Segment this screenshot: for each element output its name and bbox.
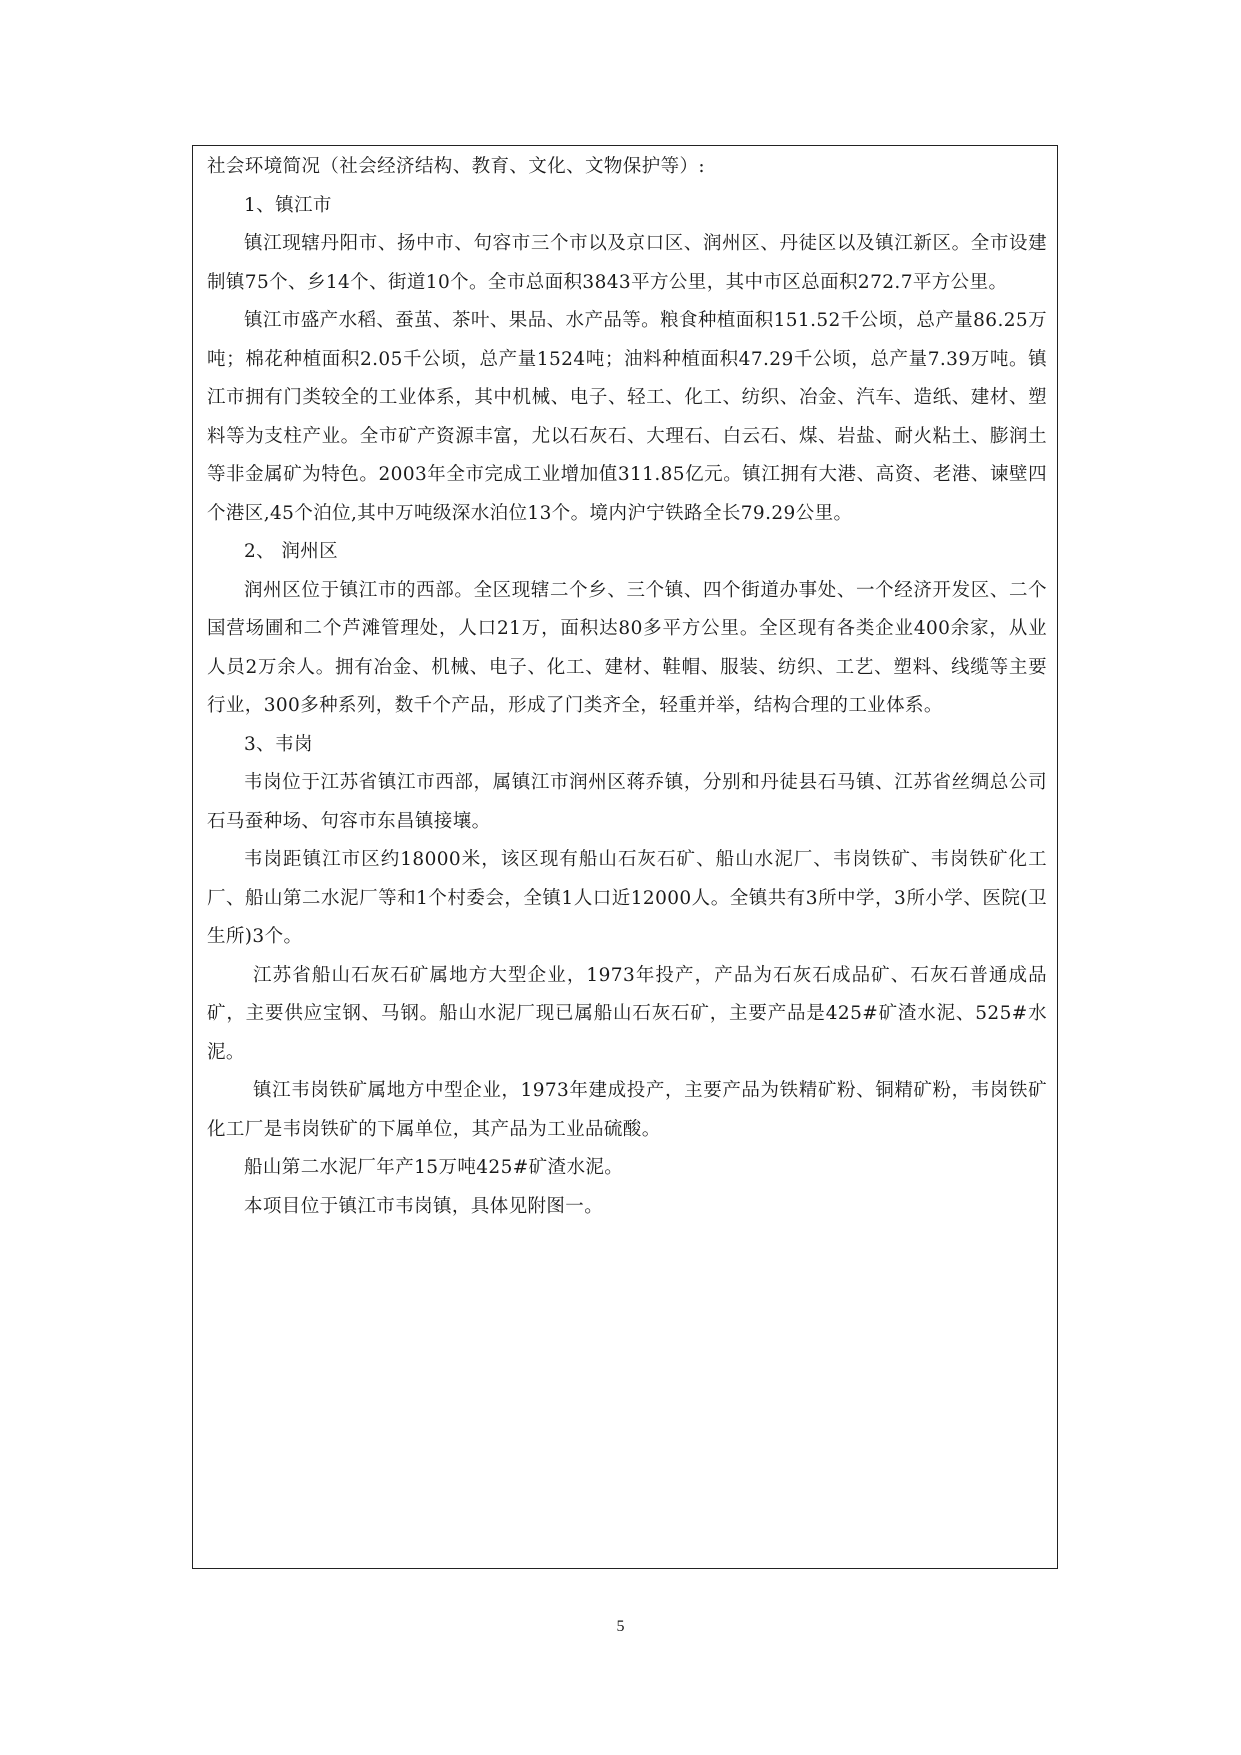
paragraph: 润州区位于镇江市的西部。全区现辖二个乡、三个镇、四个街道办事处、一个经济开发区、二个国营场圃和二个芦滩管理处，人口21万，面积达80多平方公里。全区现有各类企业400余家，从业人员2万余人。拥有冶金、机械、电子、化工、建材、鞋帽、服装、纺织、工艺、塑料、线缆等主要行业，300多种系列，数千个产品，形成了门类齐全，轻重并举，结构合理的工业体系。 <box>207 579 1047 716</box>
heading-weigang: 3、韦岗 <box>244 733 313 755</box>
heading-runzhou: 2、 润州区 <box>244 541 339 562</box>
heading-zhenjiang: 1、镇江市 <box>244 194 332 216</box>
paragraph: 韦岗位于江苏省镇江市西部，属镇江市润州区蒋乔镇，分别和丹徒县石马镇、江苏省丝绸总公司石马蚕种场、句容市东昌镇接壤。 <box>207 772 1047 832</box>
paragraph: 江苏省船山石灰石矿属地方大型企业，1973年投产，产品为石灰石成品矿、石灰石普通成品矿，主要供应宝钢、马钢。船山水泥厂现已属船山石灰石矿，主要产品是425#矿渣水泥、525#水泥。 <box>207 964 1047 1063</box>
content-frame <box>192 145 1058 1569</box>
paragraph: 镇江现辖丹阳市、扬中市、句容市三个市以及京口区、润州区、丹徒区以及镇江新区。全市设建制镇75个、乡14个、街道10个。全市总面积3843平方公里，其中市区总面积272.7平方公里。 <box>207 233 1047 293</box>
page-number: 5 <box>616 1618 625 1635</box>
document-body <box>207 148 1047 1226</box>
section-title: 社会环境简况（社会经济结构、教育、文化、文物保护等）: <box>207 156 706 177</box>
paragraph: 船山第二水泥厂年产15万吨425#矿渣水泥。 <box>244 1157 624 1178</box>
paragraph: 本项目位于镇江市韦岗镇，具体见附图一。 <box>244 1195 604 1217</box>
paragraph: 镇江市盛产水稻、蚕茧、茶叶、果品、水产品等。粮食种植面积151.52千公顷，总产量86.25万吨；棉花种植面积2.05千公顷，总产量1524吨；油料种植面积47.29千公顷，总产量7.39万吨。镇江市拥有门类较全的工业体系，其中机械、电子、轻工、化工、纺织、冶金、汽车、造纸、建材、塑料等为支柱产业。全市矿产资源丰富，尤以石灰石、大理石、白云石、煤、岩盐、耐火粘土、膨润土等非金属矿为特色。2003年全市完成工业增加值311.85亿元。镇江拥有大港、高资、老港、谏壁四个港区,45个泊位,其中万吨级深水泊位13个。境内沪宁铁路全长79.29公里。 <box>207 310 1047 524</box>
paragraph: 韦岗距镇江市区约18000米，该区现有船山石灰石矿、船山水泥厂、韦岗铁矿、韦岗铁矿化工厂、船山第二水泥厂等和1个村委会，全镇1人口近12000人。全镇共有3所中学，3所小学、医院(卫生所)3个。 <box>207 849 1047 947</box>
paragraph: 镇江韦岗铁矿属地方中型企业，1973年建成投产，主要产品为铁精矿粉、铜精矿粉，韦岗铁矿化工厂是韦岗铁矿的下属单位，其产品为工业品硫酸。 <box>207 1080 1047 1140</box>
